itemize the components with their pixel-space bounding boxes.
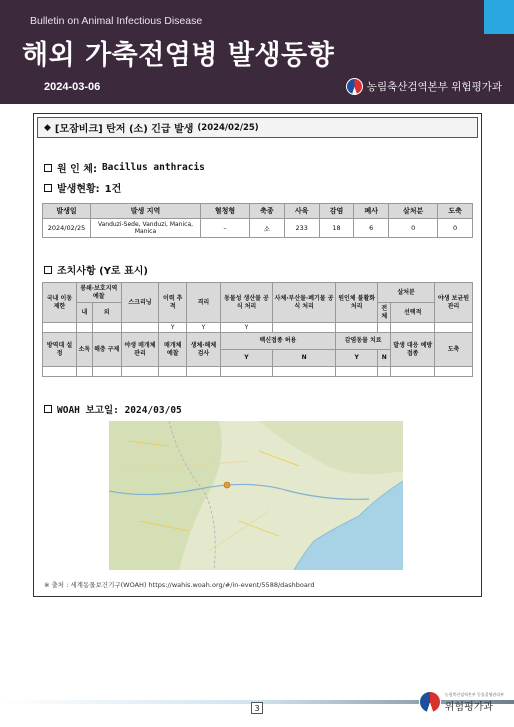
table-cell: [391, 323, 435, 333]
col-header: 원인체 불활화 처리: [336, 283, 378, 323]
table-cell: [220, 367, 272, 377]
col-header: 동물성 생산물 공식 처리: [220, 283, 272, 323]
report-title-date: (2024/02/25): [197, 122, 259, 133]
source-note: ※ 출처 : 세계동물보건기구(WOAH) https://wahis.woah.org/#/in-event/5588/dashboard: [44, 581, 315, 589]
map-image: [109, 421, 403, 570]
col-header: 스크리닝: [121, 283, 159, 323]
page-number: 3: [251, 702, 263, 714]
col-header: 사체·부산물·폐기물 공식 처리: [273, 283, 336, 323]
col-header: 발생 지역: [91, 204, 201, 219]
col-header: 감염: [319, 204, 354, 219]
col-header: 발생일: [43, 204, 91, 219]
pathogen-value: Bacillus anthracis: [101, 162, 205, 173]
col-header: 살처분: [389, 204, 438, 219]
col-subheader: 외: [92, 303, 121, 323]
table-cell: 0: [389, 219, 438, 238]
table-cell: [159, 367, 187, 377]
footer-org: [419, 691, 504, 713]
checkbox-bullet-icon: [44, 266, 52, 274]
table-cell: [92, 323, 121, 333]
agency-logo-icon: [419, 691, 441, 713]
table-cell: Vanduzi-Sede, Vanduzi, Manica, Manica: [91, 219, 201, 238]
table-cell: [43, 367, 77, 377]
col-header: 야생 매개체 관리: [121, 333, 159, 367]
col-header: 도축: [438, 204, 473, 219]
table-cell: [378, 367, 391, 377]
checkbox-bullet-icon: [44, 405, 52, 413]
col-header: 봉쇄·보호지역 예찰: [77, 283, 122, 303]
col-header: 축종: [250, 204, 285, 219]
woah-report-date: WOAH 보고일: 2024/03/05: [57, 405, 182, 416]
checkbox-bullet-icon: [44, 164, 52, 172]
col-header: 격리: [187, 283, 221, 323]
status-line: [44, 180, 121, 195]
table-cell: [378, 323, 391, 333]
col-header: 살처분: [378, 283, 435, 303]
col-header: 사육: [284, 204, 319, 219]
col-subheader: 선택적: [391, 303, 435, 323]
table-cell: [77, 323, 93, 333]
table-cell: [92, 367, 121, 377]
header-accent-corner: [484, 0, 514, 34]
agency-logo-icon: [346, 78, 363, 95]
table-header-row: [43, 283, 473, 303]
diamond-bullet-icon: ◆: [44, 122, 51, 133]
col-subheader: Y: [336, 350, 378, 367]
col-header: 감염동물 치료: [336, 333, 391, 350]
table-cell: [121, 367, 159, 377]
col-header: 국내 이동 제한: [43, 283, 77, 323]
footer-org-name: 위험평가과: [444, 701, 494, 713]
table-cell: 2024/02/25: [43, 219, 91, 238]
col-subheader: 내: [77, 303, 93, 323]
col-header: 방역대 설정: [43, 333, 77, 367]
table-cell: [435, 367, 473, 377]
status-value: 1건: [104, 184, 122, 195]
table-cell: [273, 367, 336, 377]
table-row: [43, 323, 473, 333]
table-cell: [336, 323, 378, 333]
col-subheader: N: [378, 350, 391, 367]
col-header: 매개체 예찰: [159, 333, 187, 367]
col-header: 백신접종 허용: [220, 333, 335, 350]
header-org: [346, 78, 502, 95]
col-header: 이력 추적: [159, 283, 187, 323]
col-header: 소독: [77, 333, 93, 367]
table-cell: [77, 367, 93, 377]
measures-label: 조치사항 (Y로 표시): [57, 266, 148, 277]
col-header: 도축: [435, 333, 473, 367]
col-header: 폐사: [354, 204, 389, 219]
table-row: [43, 367, 473, 377]
table-cell: –: [201, 219, 250, 238]
table-cell: [273, 323, 336, 333]
table-cell: [435, 323, 473, 333]
table-row: [43, 219, 473, 238]
status-label: 발생현황:: [57, 184, 100, 195]
header-subtitle: Bulletin on Animal Infectious Disease: [30, 15, 203, 27]
bulletin-header: [0, 0, 514, 104]
table-cell: [43, 323, 77, 333]
table-cell: Y: [159, 323, 187, 333]
table-cell: [187, 367, 221, 377]
checkbox-bullet-icon: [44, 184, 52, 192]
table-cell: Y: [187, 323, 221, 333]
woah-report-line: [44, 402, 182, 416]
footer-org-small: 농림축산검역본부 동물질병관리부: [444, 691, 504, 697]
table-cell: 소: [250, 219, 285, 238]
table-cell: 18: [319, 219, 354, 238]
report-title-bar: [37, 117, 478, 138]
col-header: 발생 대응 예방 접종: [391, 333, 435, 367]
header-org-name: 농림축산검역본부 위험평가과: [366, 81, 502, 93]
table-cell: 6: [354, 219, 389, 238]
pathogen-line: [44, 160, 205, 175]
page-title: 해외 가축전염병 발생동향: [22, 40, 335, 71]
table-cell: [336, 367, 378, 377]
col-header: 해충 구제: [92, 333, 121, 367]
col-subheader: N: [273, 350, 336, 367]
outbreak-map: [109, 421, 403, 570]
footer-org-text: [445, 692, 504, 713]
col-header: 생체·해체 검사: [187, 333, 221, 367]
report-title: [모잠비크] 탄저 (소) 긴급 발생: [54, 124, 194, 135]
outbreak-marker-icon: [224, 482, 230, 488]
measures-line: [44, 262, 148, 277]
table-header-row: [43, 204, 473, 219]
table-header-row: [43, 333, 473, 350]
col-header: 야생 보균원 관리: [435, 283, 473, 323]
pathogen-label: 원 인 체:: [57, 164, 97, 175]
col-header: 혈청형: [201, 204, 250, 219]
table-cell: [391, 367, 435, 377]
table-cell: [121, 323, 159, 333]
outbreak-table: [42, 203, 473, 238]
bulletin-date: 2024-03-06: [44, 81, 101, 93]
table-cell: 233: [284, 219, 319, 238]
table-cell: 0: [438, 219, 473, 238]
col-subheader: Y: [220, 350, 272, 367]
col-subheader: 전체: [378, 303, 391, 323]
table-cell: Y: [220, 323, 272, 333]
measures-table: [42, 282, 473, 377]
